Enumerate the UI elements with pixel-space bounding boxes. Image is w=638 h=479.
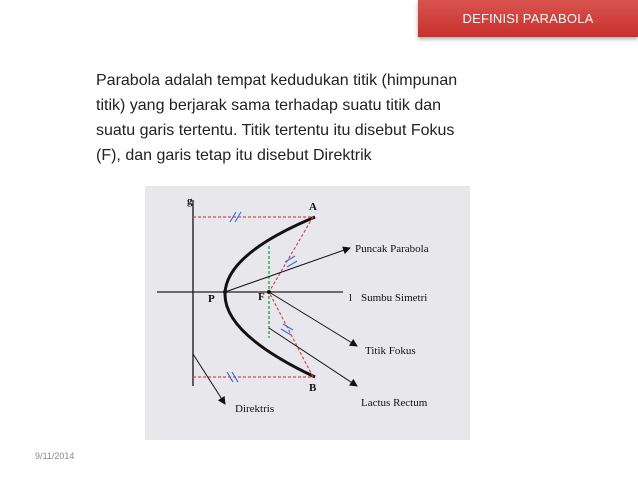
- parabola-curve: [225, 217, 315, 377]
- arrow-direktris: [193, 354, 225, 404]
- slide-title: DEFINISI PARABOLA: [462, 11, 594, 26]
- arrow-puncak-parabola: [225, 248, 350, 292]
- label-sumbu-simetri: Sumbu Simetri: [361, 292, 428, 304]
- parabola-diagram-svg: [145, 186, 470, 440]
- label-sumbu-l: l: [349, 292, 353, 304]
- label-lactus-rectum: Lactus Rectum: [361, 397, 428, 409]
- definition-text: [96, 68, 556, 168]
- definition-line-3: suatu garis tertentu. Titik tertentu itu disebut Fokus: [96, 122, 455, 139]
- label-titik-fokus: Titik Fokus: [365, 345, 416, 357]
- parabola-diagram: [145, 186, 470, 440]
- point-label-P: P: [208, 293, 215, 305]
- label-puncak-parabola: Puncak Parabola: [355, 243, 429, 255]
- slide-title-banner: [418, 0, 638, 37]
- point-label-B: B: [309, 382, 317, 394]
- definition-line-2: titik) yang berjarak sama terhadap suatu titik dan: [96, 97, 442, 114]
- directrix-label-g: g: [187, 195, 193, 207]
- label-direktris: Direktris: [235, 403, 275, 415]
- definition-line-1: Parabola adalah tempat kedudukan titik (himpunan: [96, 72, 458, 89]
- definition-line-4: (F), dan garis tetap itu disebut Direktrik: [96, 147, 372, 164]
- point-label-A: A: [309, 201, 317, 213]
- arrow-titik-fokus: [269, 292, 357, 346]
- slide-date: 9/11/2014: [35, 451, 75, 461]
- point-label-F: F: [258, 291, 265, 303]
